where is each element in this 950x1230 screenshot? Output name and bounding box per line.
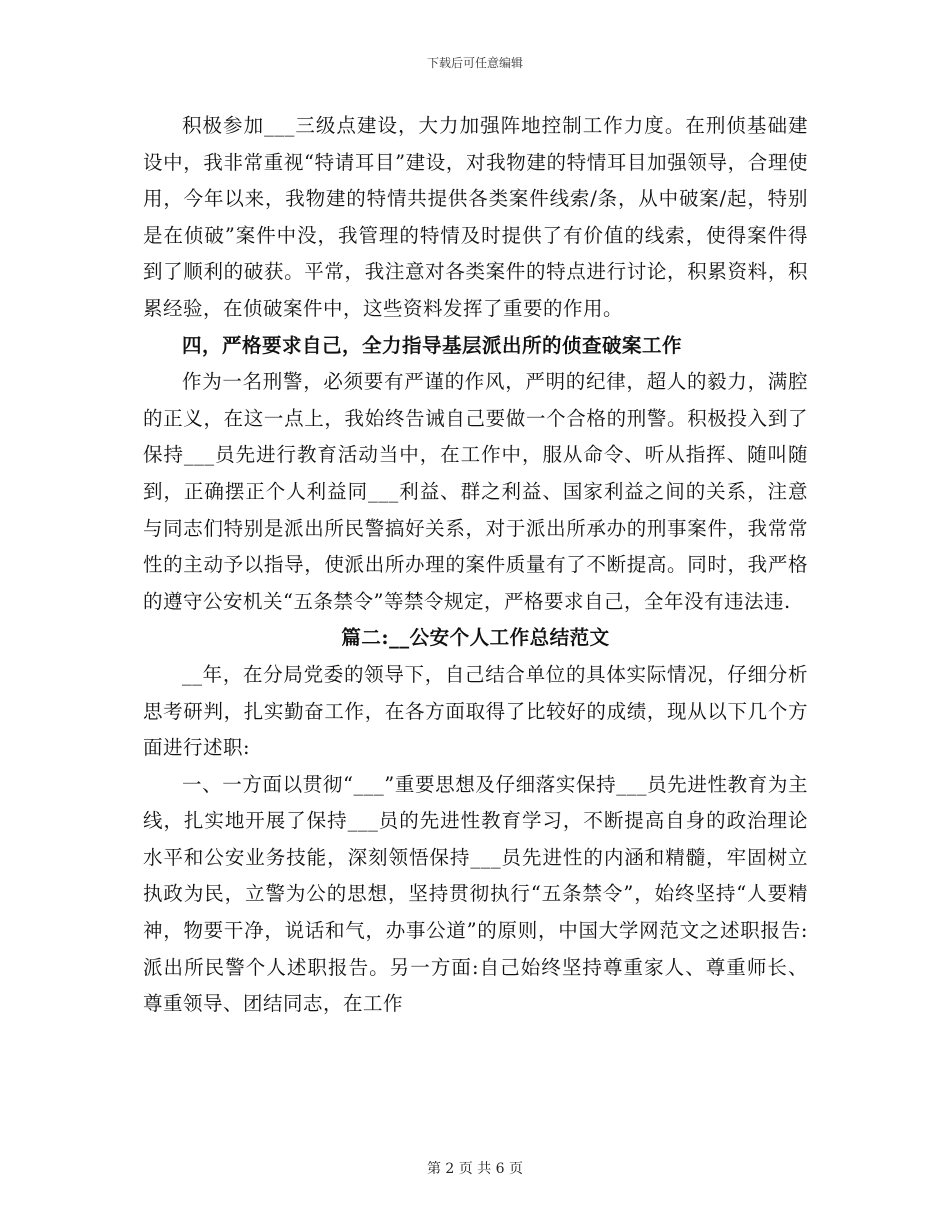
- paragraph-section-one: 一、一方面以贯彻“___”重要思想及仔细落实保持___员先进性教育为主线，扎实地开展了保持___员的先进性教育学习，不断提高自身的政治理论水平和公安业务技能，深刻领悟保持___员先进性的内涵和精髓，牢固树立执政为民，立警为公的思想，坚持贯彻执行“五条禁令”，始终坚持“人要精神，物要干净，说话和气，办事公道”的原则，中国大学网范文之述职报告:派出所民警个人述职报告。另一方面:自己始终坚持尊重家人、尊重师长、尊重领导、团结同志，在工作: [143, 772, 808, 1016]
- paragraph-intelligence-work: 积极参加___三级点建设，大力加强阵地控制工作力度。在刑侦基础建设中，我非常重视“特请耳目”建设，对我物建的特情耳目加强领导，合理使用，今年以来，我物建的特情共提供各类案件线索/条，从中破案/起，特别是在侦破”案件中没，我管理的特情及时提供了有价值的线索，使得案件得到了顺利的破获。平常，我注意对各类案件的特点进行讨论，积累资料，积累经验，在侦破案件中，这些资料发挥了重要的作用。: [143, 114, 808, 320]
- page-header: 下载后可任意编辑: [426, 56, 523, 70]
- section-heading-four: 四，严格要求自己，全力指导基层派出所的侦查破案工作: [182, 333, 683, 357]
- article-title-part-two: 篇二:__公安个人工作总结范文: [341, 626, 610, 650]
- page-content: [143, 108, 808, 1023]
- paragraph-self-discipline: 作为一名刑警，必须要有严谨的作风，严明的纪律，超人的毅力，满腔的正义，在这一点上，我始终告诫自己要做一个合格的刑警。积极投入到了保持___员先进行教育活动当中，在工作中，服从命令、听从指挥、随叫随到，正确摆正个人利益同___利益、群之利益、国家利益之间的关系，注意与同志们特别是派出所民警搞好关系，对于派出所承办的刑事案件，我常常性的主动予以指导，使派出所办理的案件质量有了不断提高。同时，我严格的遵守公安机关“五条禁令”等禁令规定，严格要求自己，全年没有违法违.: [143, 370, 808, 613]
- paragraph-intro: __年，在分局党委的领导下，自己结合单位的具体实际情况，仔细分析思考研判，扎实勤奋工作，在各方面取得了比较好的成绩，现从以下几个方面进行述职:: [143, 662, 808, 760]
- page-number: 第 2 页 共 6 页: [426, 1161, 524, 1177]
